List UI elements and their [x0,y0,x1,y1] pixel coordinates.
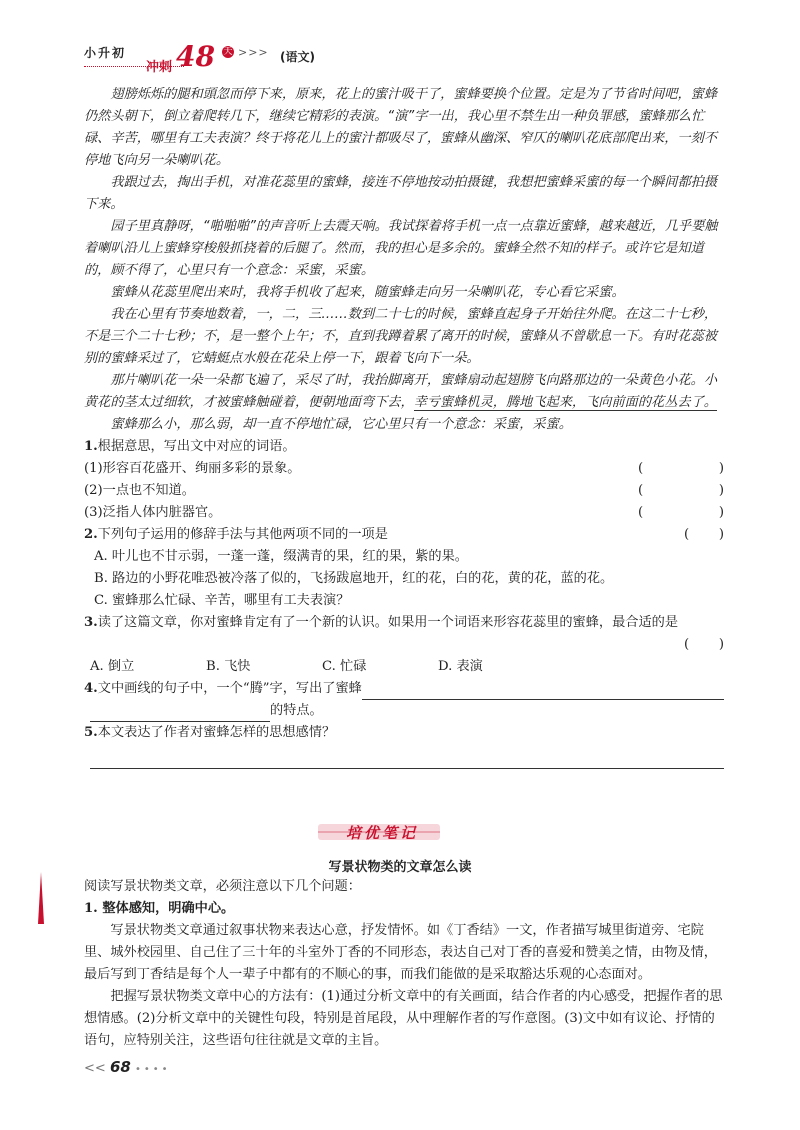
header-dotted-line [84,66,184,67]
paren-open: ( [638,483,644,498]
banner-title: 培优笔记 [346,824,419,842]
question-number: 2. [84,527,98,542]
question-text: 下列句子运用的修辞手法与其他两项不同的一项是 [97,527,388,542]
paren-close: ) [718,527,724,542]
answer-paren[interactable] [684,634,724,656]
passage-paragraph: 翅膀烁烁的腿和頭忽而停下来，原来，花上的蜜汁吸干了，蜜蜂要换个位置。定是为了节省时间吧，蜜蜂仍然头朝下，倒立着爬转几下，继续它精彩的表演。“演”字一出，我心里不禁生出一种负罪感，蜜蜂那么忙碌、辛苦，哪里有工夫表演？终于将花儿上的蜜汁都吸尽了，蜜蜂从幽深、窄仄的喇叭花底部爬出来，一刻不停地飞向另一朵喇叭花。 [84,87,718,168]
subject-label: (语文) [280,50,315,64]
question-number: 3. [84,615,98,630]
day-badge: 天 [223,47,233,57]
notes-section [84,876,724,1052]
sub-question [84,480,724,502]
answer-paren[interactable] [684,524,724,546]
paren-close: ) [718,505,724,520]
paren-close: ) [718,461,724,476]
answer-blank[interactable] [90,705,270,722]
passage-paragraph: 园子里真静呀，“啪啪啪”的声音听上去震天响。我试探着将手机一点一点靠近蜜蜂，越来越近，几乎要触着喇叭沿儿上蜜蜂穿梭般抓挠着的后腿了。然而，我的担心是多余的。蜜蜂全然不知的样子。或许它是知道的，顾不得了，心里只有一个意念：采蜜，采蜜。 [84,219,718,278]
question-text: 文中画线的句子中，一个“腾”字，写出了蜜蜂 [97,681,362,696]
question-4 [84,678,724,722]
paren-close: ) [718,483,724,498]
arrows-decoration: >>> [238,46,269,59]
reading-passage [84,84,724,769]
paren-close: ) [718,637,724,652]
question-text: 根据意思，写出文中对应的词语。 [97,439,296,454]
footer-dots: •••• [134,1064,171,1075]
notes-intro: 阅读写景状物类文章，必须注意以下几个问题： [84,879,361,894]
option[interactable]: A. 倒立 [90,659,135,674]
sub-question [84,502,724,524]
notes-paragraph: 写景状物类文章通过叙事状物来表达心意，抒发情怀。如《丁香结》一文，作者描写城里街道旁、宅院里、城外校园里、自己住了三十年的斗室外丁香的不同形态，表达自己对丁香的喜爱和赞美之情，由物及情，最后写到丁香结是每个人一辈子中都有的不顺心的事，而我们能做的是采取豁达乐观的心态面对。 [84,923,717,982]
question-5 [84,722,724,769]
question-number: 4. [84,681,98,696]
closing-paragraph: 蜜蜂那么小，那么弱，却一直不停地忙碌，它心里只有一个意念：采蜜，采蜜。 [110,417,572,432]
paren-open: ( [638,505,644,520]
option[interactable]: B. 路边的小野花唯恐被冷落了似的，飞扬跋扈地开，红的花，白的花，黄的花，蓝的花。 [94,571,614,586]
answer-paren[interactable] [638,480,724,502]
underlined-sentence: 幸亏蜜蜂机灵，腾地飞起来，飞向前面的花丛去了。 [413,395,717,410]
passage-paragraph: 蜜蜂从花蕊里爬出来时，我将手机收了起来，随蜜蜂走向另一朵喇叭花，专心看它采蜜。 [110,285,625,300]
option[interactable]: D. 表演 [438,659,483,674]
question-number: 5. [84,725,98,740]
paren-open: ( [684,527,690,542]
page-header [84,40,404,84]
question-number: 1. [84,439,98,454]
question-2 [84,524,724,612]
question-1 [84,436,724,524]
question-text: 读了这篇文章，你对蜜蜂肯定有了一个新的认识。如果用一个词语来形容花蕊里的蜜蜂，最合适的是 [97,615,679,630]
option[interactable]: C. 蜜蜂那么忙碌、辛苦，哪里有工夫表演？ [94,593,350,608]
sprint-label: 冲刺 [146,60,173,75]
sub-question-text: (2)一点也不知道。 [84,483,195,498]
answer-line[interactable] [90,748,724,769]
question-3 [84,612,724,678]
answer-paren[interactable] [638,458,724,480]
paren-open: ( [638,461,644,476]
sub-question-text: (1)形容百花盛开、绚丽多彩的景象。 [84,461,301,476]
margin-mark [38,872,44,924]
sub-question-text: (3)泛指人体内脏器官。 [84,505,222,520]
paren-open: ( [684,637,690,652]
passage-paragraph: 我跟过去，掏出手机，对准花蕊里的蜜蜂，接连不停地按动拍摄键，我想把蜜蜂采蜜的每一个瞬间都拍摄下来。 [84,175,718,212]
passage-paragraph: 我在心里有节奏地数着，一，二，三……数到二十七的时候，蜜蜂直起身子开始往外爬。在这二十七秒，不是三个二十七秒；不，是一整个上午；不，直到我蹲着累了离开的时候，蜜蜂从不曾歇息一下。有时花蕊被别的蜜蜂采过了，它蜻蜓点水般在花朵上停一下，跟着飞向下一朵。 [84,307,718,366]
notes-paragraph: 把握写景状物类文章中心的方法有：(1)通过分析文章中的有关画面，结合作者的内心感受，把握作者的思想情感。(2)分析文章中的关键性句段，特别是首尾段，从中理解作者的写作意图。(3)文中如有议论、抒情的语句，应特别关注，这些语句往往就是文章的主旨。 [84,989,723,1048]
question-text: 本文表达了作者对蜜蜂怎样的思想感情？ [97,725,336,740]
answer-paren[interactable] [638,502,724,524]
option[interactable]: C. 忙碌 [322,659,367,674]
notes-title: 写景状物类的文章怎么读 [328,860,472,875]
notes-banner [298,818,460,848]
footer-arrows: << [84,1061,106,1076]
option[interactable]: B. 飞快 [206,659,251,674]
days-number: 48 [176,40,215,73]
page-footer [84,1058,171,1076]
sub-question [84,458,724,480]
option[interactable]: A. 叶儿也不甘示弱，一蓬一蓬，缀满青的果，红的果，紫的果。 [94,549,468,564]
page-number: 68 [109,1058,131,1076]
series-label: 小升初 [84,46,127,60]
passage-paragraph [84,370,724,414]
paragraph-text: 那片喇叭花一朵一朵都飞遍了，采尽了时，我抬脚离开，蜜蜂扇动起翅膀飞向路那边的一朵黄色小花。小黄花的茎太过细软，才被蜜蜂触碰着，便朝地面弯下去， [84,373,718,410]
answer-blank[interactable] [362,683,724,700]
question-tail: 的特点。 [270,703,323,718]
notes-heading: 1. 整体感知，明确中心。 [84,901,235,916]
